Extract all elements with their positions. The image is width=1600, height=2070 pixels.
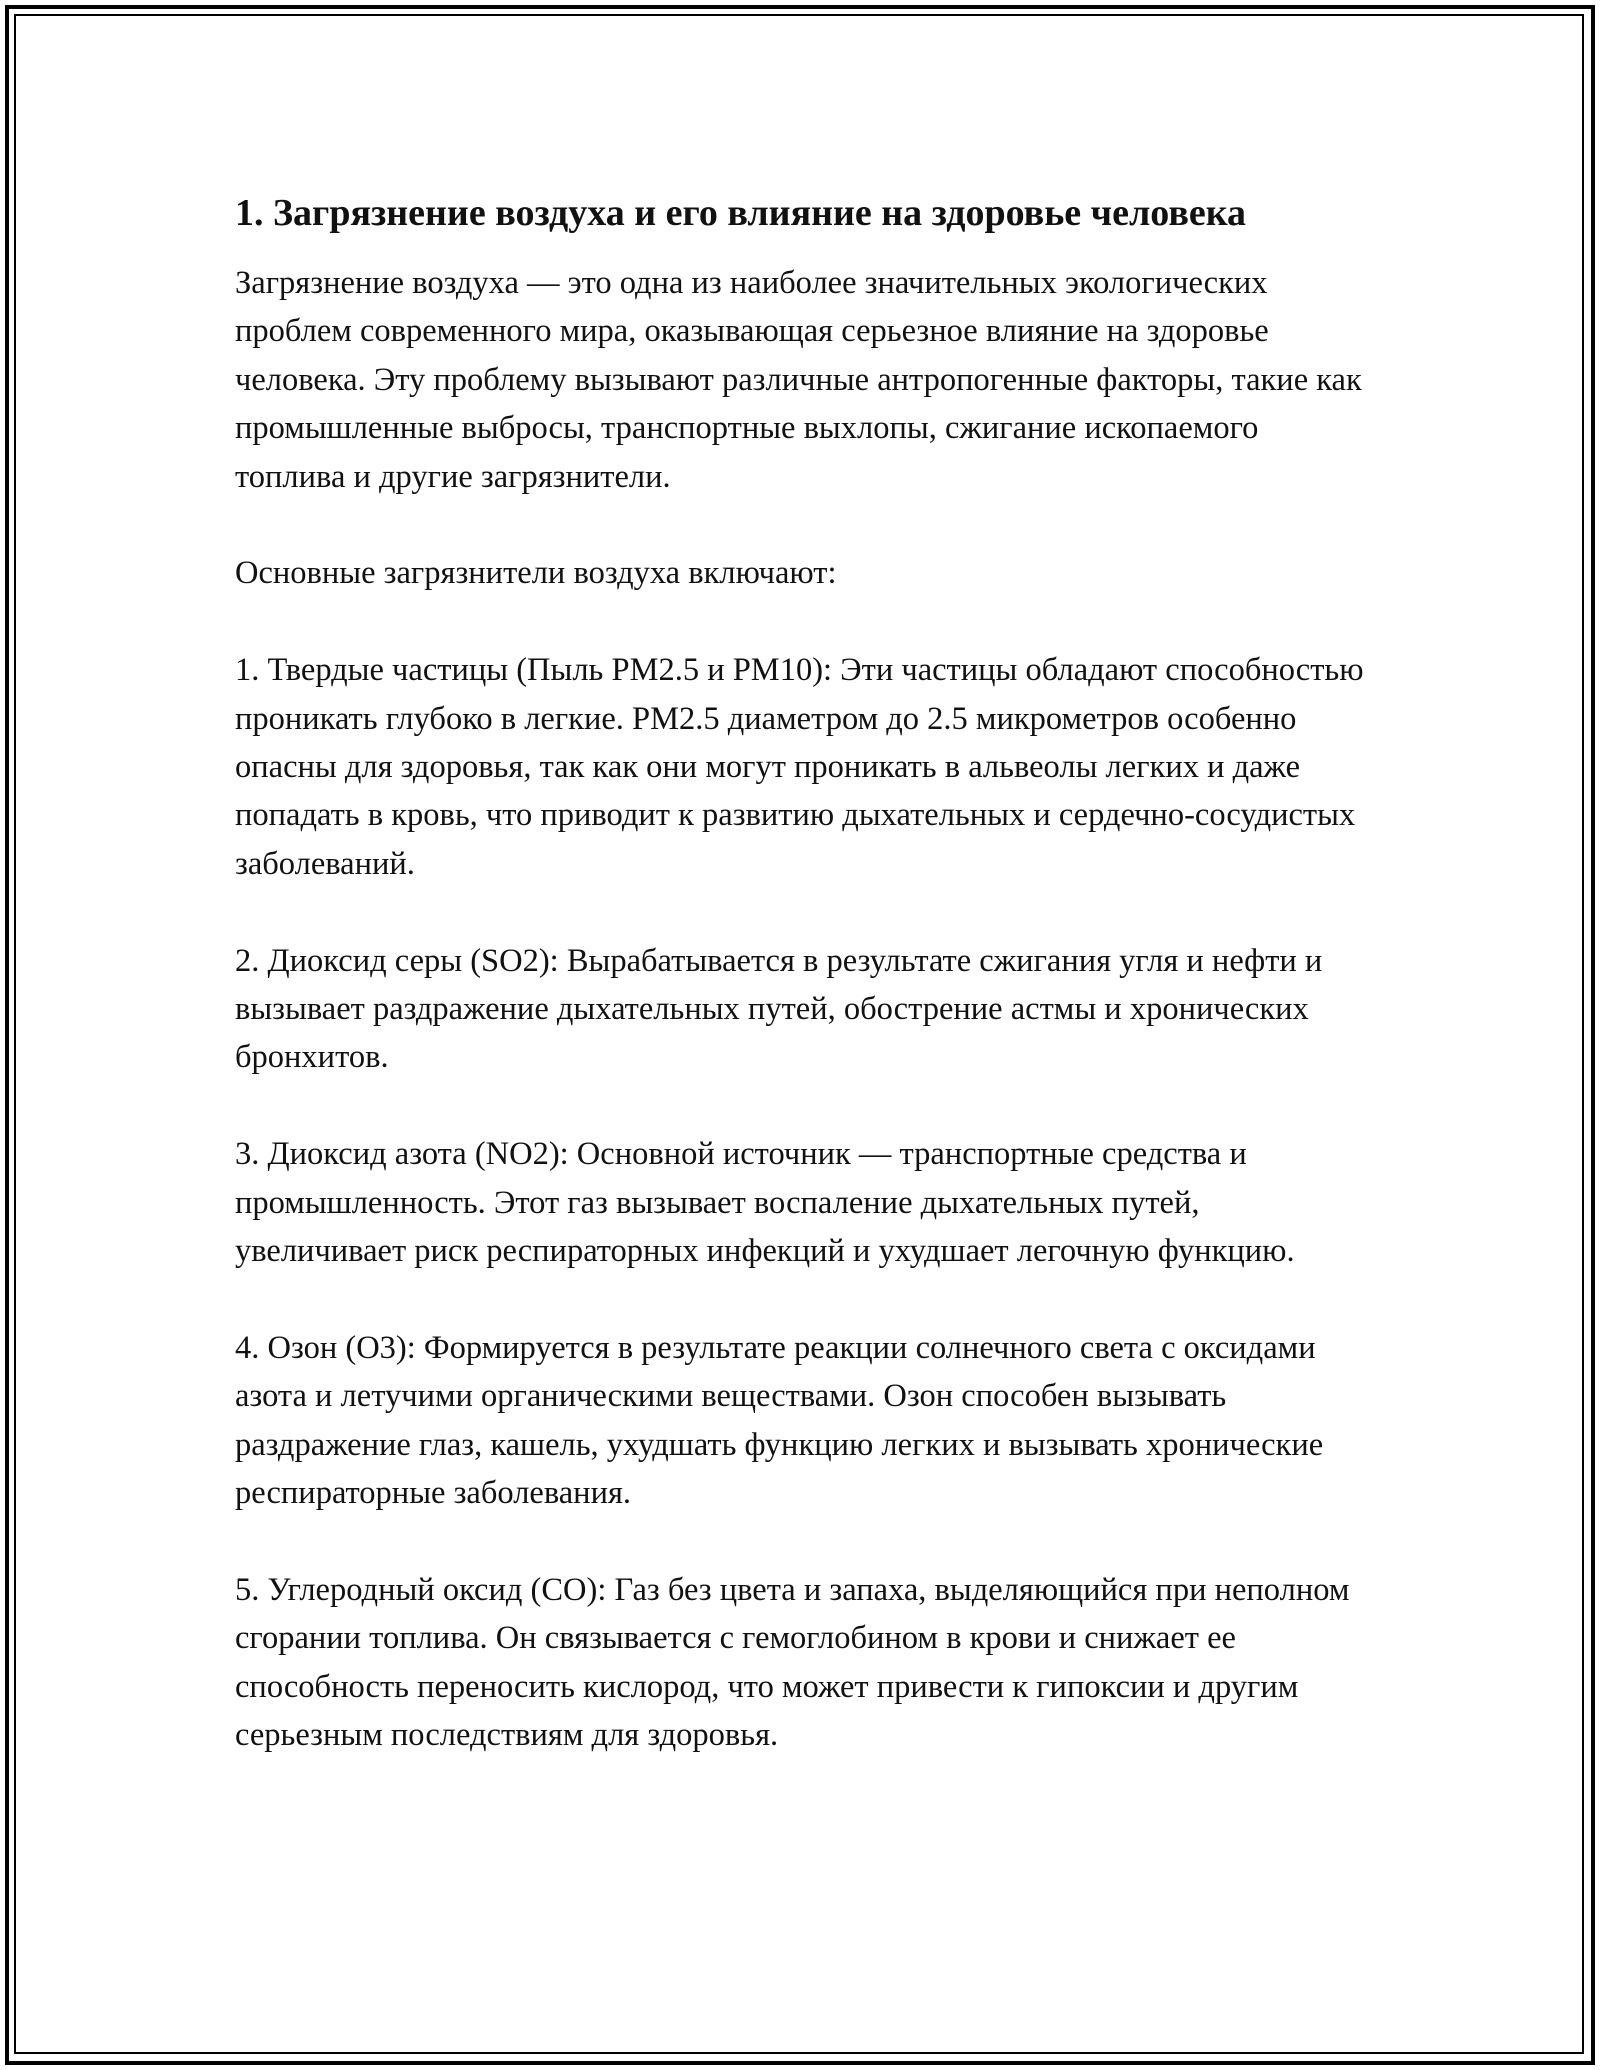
intro-paragraph: Загрязнение воздуха — это одна из наиболее значительных экологических проблем современного мира, оказывающая серьезное влияние на здоровье человека. Эту проблему вызывают различные антропогенные факторы, такие как промышленные выбросы, транспортные выхлопы, сжигание ископаемого топлива и другие загрязнители. <box>235 265 1362 495</box>
pollutants-list <box>235 646 1365 1759</box>
document-body <box>235 185 1365 1808</box>
document-title: 1. Загрязнение воздуха и его влияние на здоровье человека <box>235 192 1247 234</box>
list-item: 5. Углеродный оксид (CO): Газ без цвета и запаха, выделяющийся при неполном сгорании топлива. Он связывается с гемоглобином в крови и снижает ее способность переносить кислород, что может привести к гипоксии и другим серьезным последствиям для здоровья. <box>235 1571 1350 1754</box>
list-item: 4. Озон (O3): Формируется в результате реакции солнечного света с оксидами азота и летучими органическими веществами. Озон способен вызывать раздражение глаз, кашель, ухудшать функцию легких и вызывать хронические респираторные заболевания. <box>235 1329 1324 1512</box>
pollutants-list-intro: Основные загрязнители воздуха включают: <box>235 555 837 592</box>
list-item: 1. Твердые частицы (Пыль PM2.5 и PM10): Эти частицы обладают способностью проникать глубоко в легкие. PM2.5 диаметром до 2.5 микрометров особенно опасны для здоровья, так как они могут проникать в альвеолы легких и даже попадать в кровь, что приводит к развитию дыхательных и сердечно-сосудистых заболеваний. <box>235 652 1364 882</box>
list-item: 2. Диоксид серы (SO2): Вырабатывается в результате сжигания угля и нефти и вызывает раздражение дыхательных путей, обострение астмы и хронических бронхитов. <box>235 942 1323 1076</box>
list-item: 3. Диоксид азота (NO2): Основной источник — транспортные средства и промышленность. Этот газ вызывает воспаление дыхательных путей, увеличивает риск респираторных инфекций и ухудшает легочную функцию. <box>235 1136 1295 1270</box>
